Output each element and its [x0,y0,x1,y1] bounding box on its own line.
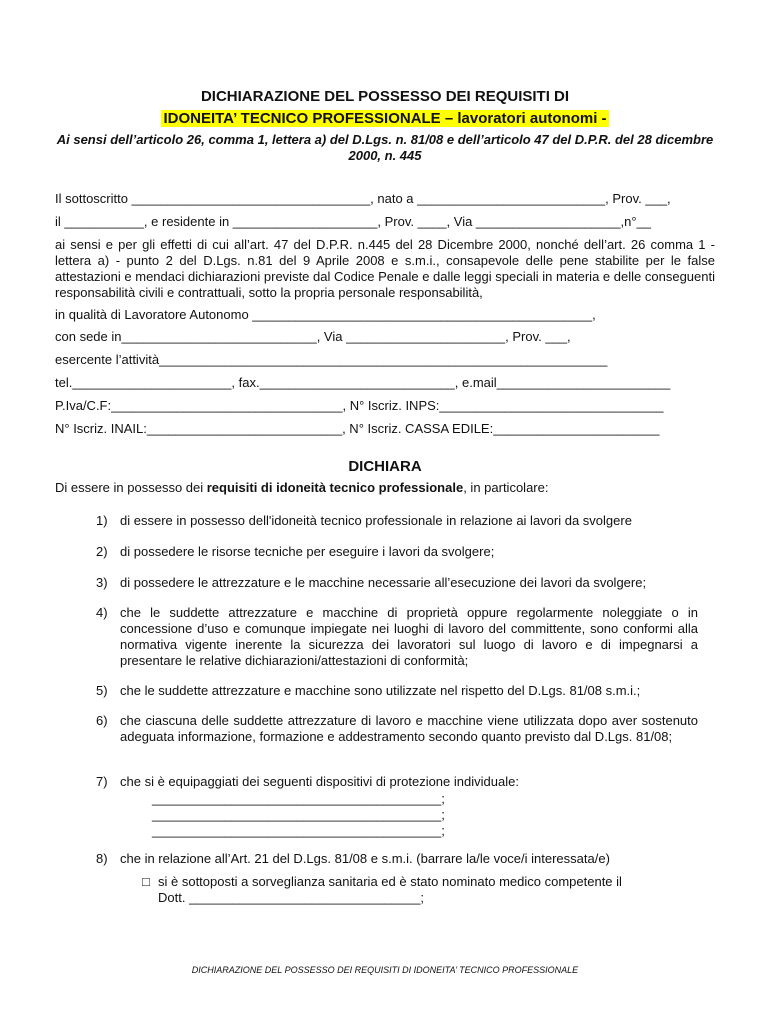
list-item-text: che si è equipaggiati dei seguenti dispositivi di protezione individuale: [120,774,519,789]
dpi-blank-line[interactable]: ________________________________________; [152,823,445,838]
intro-after: , in particolare: [463,480,549,495]
list-item-number: 4) [96,605,108,620]
list-item-text: che ciascuna delle suddette attrezzature di lavoro e macchine viene utilizzata dopo aver sostenuto adeguata informazione, formazione e addestramento secondo quanto previsto dal D.Lgs. 81/08; [120,713,698,744]
document-title: DICHIARAZIONE DEL POSSESSO DEI REQUISITI DI [200,88,570,105]
document-title-highlighted [0,110,770,127]
page-footer: DICHIARAZIONE DEL POSSESSO DEI REQUISITI DI IDONEITA’ TECNICO PROFESSIONALE [191,965,579,975]
list-item-text: che le suddette attrezzature e macchine sono utilizzate nel rispetto del D.Lgs. 81/08 s.m.i.; [120,683,641,698]
list-item-number: 8) [96,851,108,866]
dichiara-heading: DICHIARA [348,458,422,475]
field-line-residenza[interactable]: il ___________, e residente in ____________________, Prov. ____, Via ____________________,n°__ [55,214,652,229]
field-line-piva-inps[interactable]: P.Iva/C.F:________________________________, N° Iscriz. INPS:_______________________________ [55,398,664,413]
list-item-text: di possedere le attrezzature e le macchine necessarie all’esecuzione dei lavori da svolgere; [120,575,647,590]
checkbox-icon[interactable]: □ [142,874,150,889]
list-item-text: di essere in possesso dell'idoneità tecnico professionale in relazione ai lavori da svolgere [120,513,632,528]
dpi-blank-line[interactable]: ________________________________________; [152,807,445,822]
list-item-text: che le suddette attrezzature e macchine di proprietà oppure regolarmente noleggiate o in concessione d’uso e comunque impiegate nei luoghi di lavoro del committente, sono conformi alla normativa vigente inerente la sicurezza dei lavoratori sul luogo di lavoro e di impegnarsi a presentare le relative dichiarazioni/attestazioni di conformità; [120,605,698,668]
intro-line [55,480,548,495]
list-item-number: 7) [96,774,108,789]
list-item-text: di possedere le risorse tecniche per eseguire i lavori da svolgere; [120,544,495,559]
medico-competente-field[interactable]: Dott. ________________________________; [158,890,425,905]
field-line-attivita[interactable]: esercente l’attività______________________________________________________________ [55,352,608,367]
field-line-qualita[interactable]: in qualità di Lavoratore Autonomo _______________________________________________, [55,307,596,322]
field-line-sede[interactable]: con sede in___________________________, Via ______________________, Prov. ___, [55,329,571,344]
field-line-inail-cassa[interactable]: N° Iscriz. INAIL:___________________________, N° Iscriz. CASSA EDILE:_______________________ [55,421,660,436]
highlighted-title-text: IDONEITA’ TECNICO PROFESSIONALE – lavoratori autonomi - [163,110,607,127]
checkbox-label: si è sottoposti a sorveglianza sanitaria ed è stato nominato medico competente il [158,874,622,889]
intro-before: Di essere in possesso dei [55,480,207,495]
dpi-blank-line[interactable]: ________________________________________; [152,791,445,806]
list-item-number: 2) [96,544,108,559]
intro-bold: requisiti di idoneità tecnico professionale [206,480,464,495]
document-subtitle: Ai sensi dell’articolo 26, comma 1, lettera a) del D.Lgs. n. 81/08 e dell’articolo 47 del D.P.R. del 28 dicembre 2000, n. 445 [56,132,714,163]
list-item-number: 5) [96,683,108,698]
declaration-paragraph: ai sensi e per gli effetti di cui all’art. 47 del D.P.R. n.445 del 28 Dicembre 2000, nonché dell’art. 26 comma 1 - lettera a) - punto 2 del D.Lgs. n.81 del 9 Aprile 2008 e s.m.i., consapevole delle pene stabilite per le false attestazioni e mendaci dichiarazioni previste dal Codice Penale e dalle leggi speciali in materia e delle conseguenti responsabilità civili e contrattuali, sotto la propria personale responsabilità, [55,237,715,300]
list-item-number: 3) [96,575,108,590]
list-item-text: che in relazione all’Art. 21 del D.Lgs. 81/08 e s.m.i. (barrare la/le voce/i interessata/e) [120,851,610,866]
field-line-sottoscritto[interactable]: Il sottoscritto _________________________________, nato a __________________________, Prov. ___, [55,191,671,206]
field-line-contatti[interactable]: tel.______________________, fax.___________________________, e.mail________________________ [55,375,671,390]
list-item-number: 6) [96,713,108,728]
list-item-number: 1) [96,513,108,528]
